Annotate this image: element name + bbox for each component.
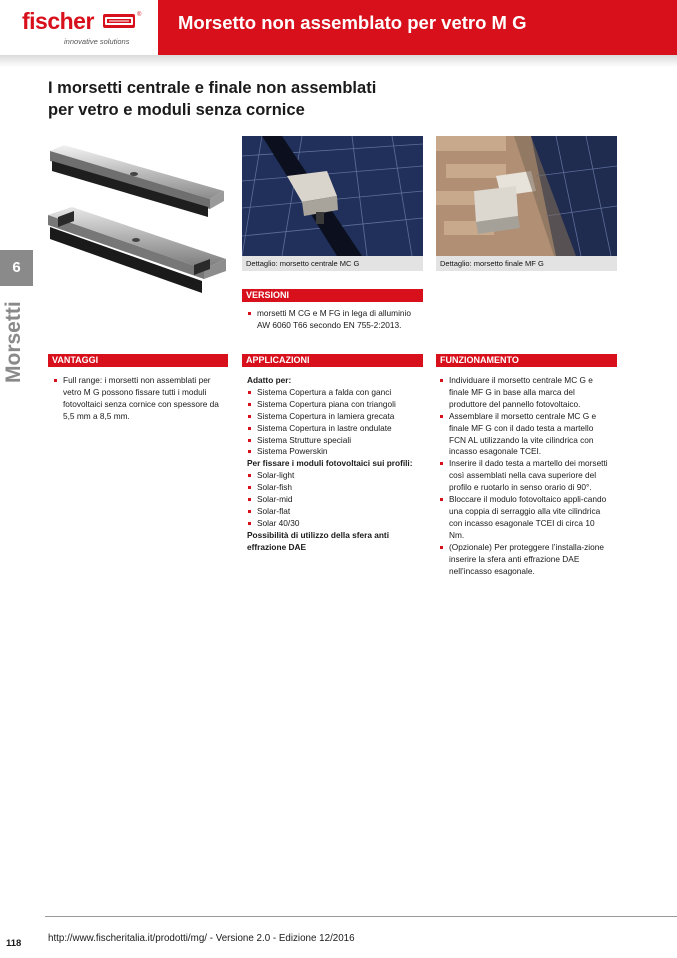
main-heading-line2: per vetro e moduli senza cornice bbox=[48, 101, 305, 119]
funzionamento-step: Bloccare il modulo fotovoltaico appli-cando una coppia di serraggio alla vite cilindrica con incasso esagonale TCEI di circa 10 Nm. bbox=[439, 494, 611, 542]
adatto-item: Sistema Strutture speciali bbox=[247, 435, 427, 447]
applicazioni-body bbox=[247, 375, 427, 554]
funzionamento-step: Assemblare il morsetto centrale MC G e finale MF G con il dado testa a martello FCN AL utilizzando la vite cilindrica con incasso esagonale TCEI. bbox=[439, 411, 611, 459]
adatto-item: Sistema Copertura a falda con ganci bbox=[247, 387, 427, 399]
versioni-item: morsetti M CG e M FG in lega di alluminio AW 6060 T66 secondo EN 755-2:2013. bbox=[247, 308, 423, 332]
photo-end-clamp bbox=[436, 136, 617, 256]
main-heading-line1: I morsetti centrale e finale non assemblati bbox=[48, 79, 377, 97]
adatto-item: Sistema Copertura in lamiera grecata bbox=[247, 411, 427, 423]
profili-item: Solar-fish bbox=[247, 482, 427, 494]
brand-logo bbox=[0, 0, 158, 55]
chapter-number: 6 bbox=[0, 250, 33, 286]
funzionamento-header: FUNZIONAMENTO bbox=[436, 354, 617, 367]
profili-item: Solar-mid bbox=[247, 494, 427, 506]
footer-divider bbox=[45, 916, 677, 917]
adatto-item: Sistema Copertura piana con triangoli bbox=[247, 399, 427, 411]
product-image bbox=[44, 137, 228, 297]
adatto-item: Sistema Copertura in lastre ondulate bbox=[247, 423, 427, 435]
header-shadow bbox=[0, 55, 677, 67]
brand-tagline: innovative solutions bbox=[64, 37, 130, 46]
photo-caption-end: Dettaglio: morsetto finale MF G bbox=[436, 256, 617, 271]
profili-item: Solar 40/30 bbox=[247, 518, 427, 530]
vantaggi-item: Full range: i morsetti non assemblati per vetro M G possono fissare tutti i moduli fotovoltaici senza cornice con spessore da 5,5 mm a 8,5 mm. bbox=[53, 375, 228, 423]
photo-caption-central: Dettaglio: morsetto centrale MC G bbox=[242, 256, 423, 271]
profili-item: Solar-flat bbox=[247, 506, 427, 518]
footer-link[interactable]: http://www.fischeritalia.it/prodotti/mg/ - Versione 2.0 - Edizione 12/2016 bbox=[48, 933, 355, 944]
page-title: Morsetto non assemblato per vetro M G bbox=[178, 12, 527, 33]
vantaggi-header: VANTAGGI bbox=[48, 354, 228, 367]
dae-note: Possibilità di utilizzo della sfera anti effrazione DAE bbox=[247, 529, 389, 552]
adatto-label: Adatto per: bbox=[247, 375, 292, 385]
photo-central-clamp bbox=[242, 136, 423, 256]
funzionamento-step: Individuare il morsetto centrale MC G e finale MF G in base alla marca del produttore del pannello fotovoltaico. bbox=[439, 375, 611, 411]
chapter-label: Morsetti bbox=[2, 301, 25, 383]
profili-label: Per fissare i moduli fotovoltaici sui profili: bbox=[247, 458, 413, 469]
funzionamento-step: (Opzionale) Per proteggere l’installa-zione inserire la sfera anti effrazione DAE nell’incasso esagonale. bbox=[439, 542, 611, 578]
registered-mark: ® bbox=[137, 12, 142, 18]
main-heading bbox=[48, 77, 448, 121]
profili-item: Solar-light bbox=[247, 470, 427, 482]
funzionamento-body bbox=[439, 375, 611, 577]
page-number: 118 bbox=[6, 938, 22, 949]
versioni-body bbox=[247, 308, 423, 332]
applicazioni-header: APPLICAZIONI bbox=[242, 354, 423, 367]
adatto-item: Sistema Powerskin bbox=[247, 446, 427, 458]
brand-name: fischer bbox=[22, 8, 94, 34]
vantaggi-body bbox=[53, 375, 228, 423]
funzionamento-step: Inserire il dado testa a martello dei morsetti così assemblati nella cava superiore del profilo e ruotarlo in senso orario di 90°. bbox=[439, 458, 611, 494]
header-bar bbox=[158, 0, 677, 55]
brand-badge-icon bbox=[103, 14, 135, 28]
versioni-header: VERSIONI bbox=[242, 289, 423, 302]
